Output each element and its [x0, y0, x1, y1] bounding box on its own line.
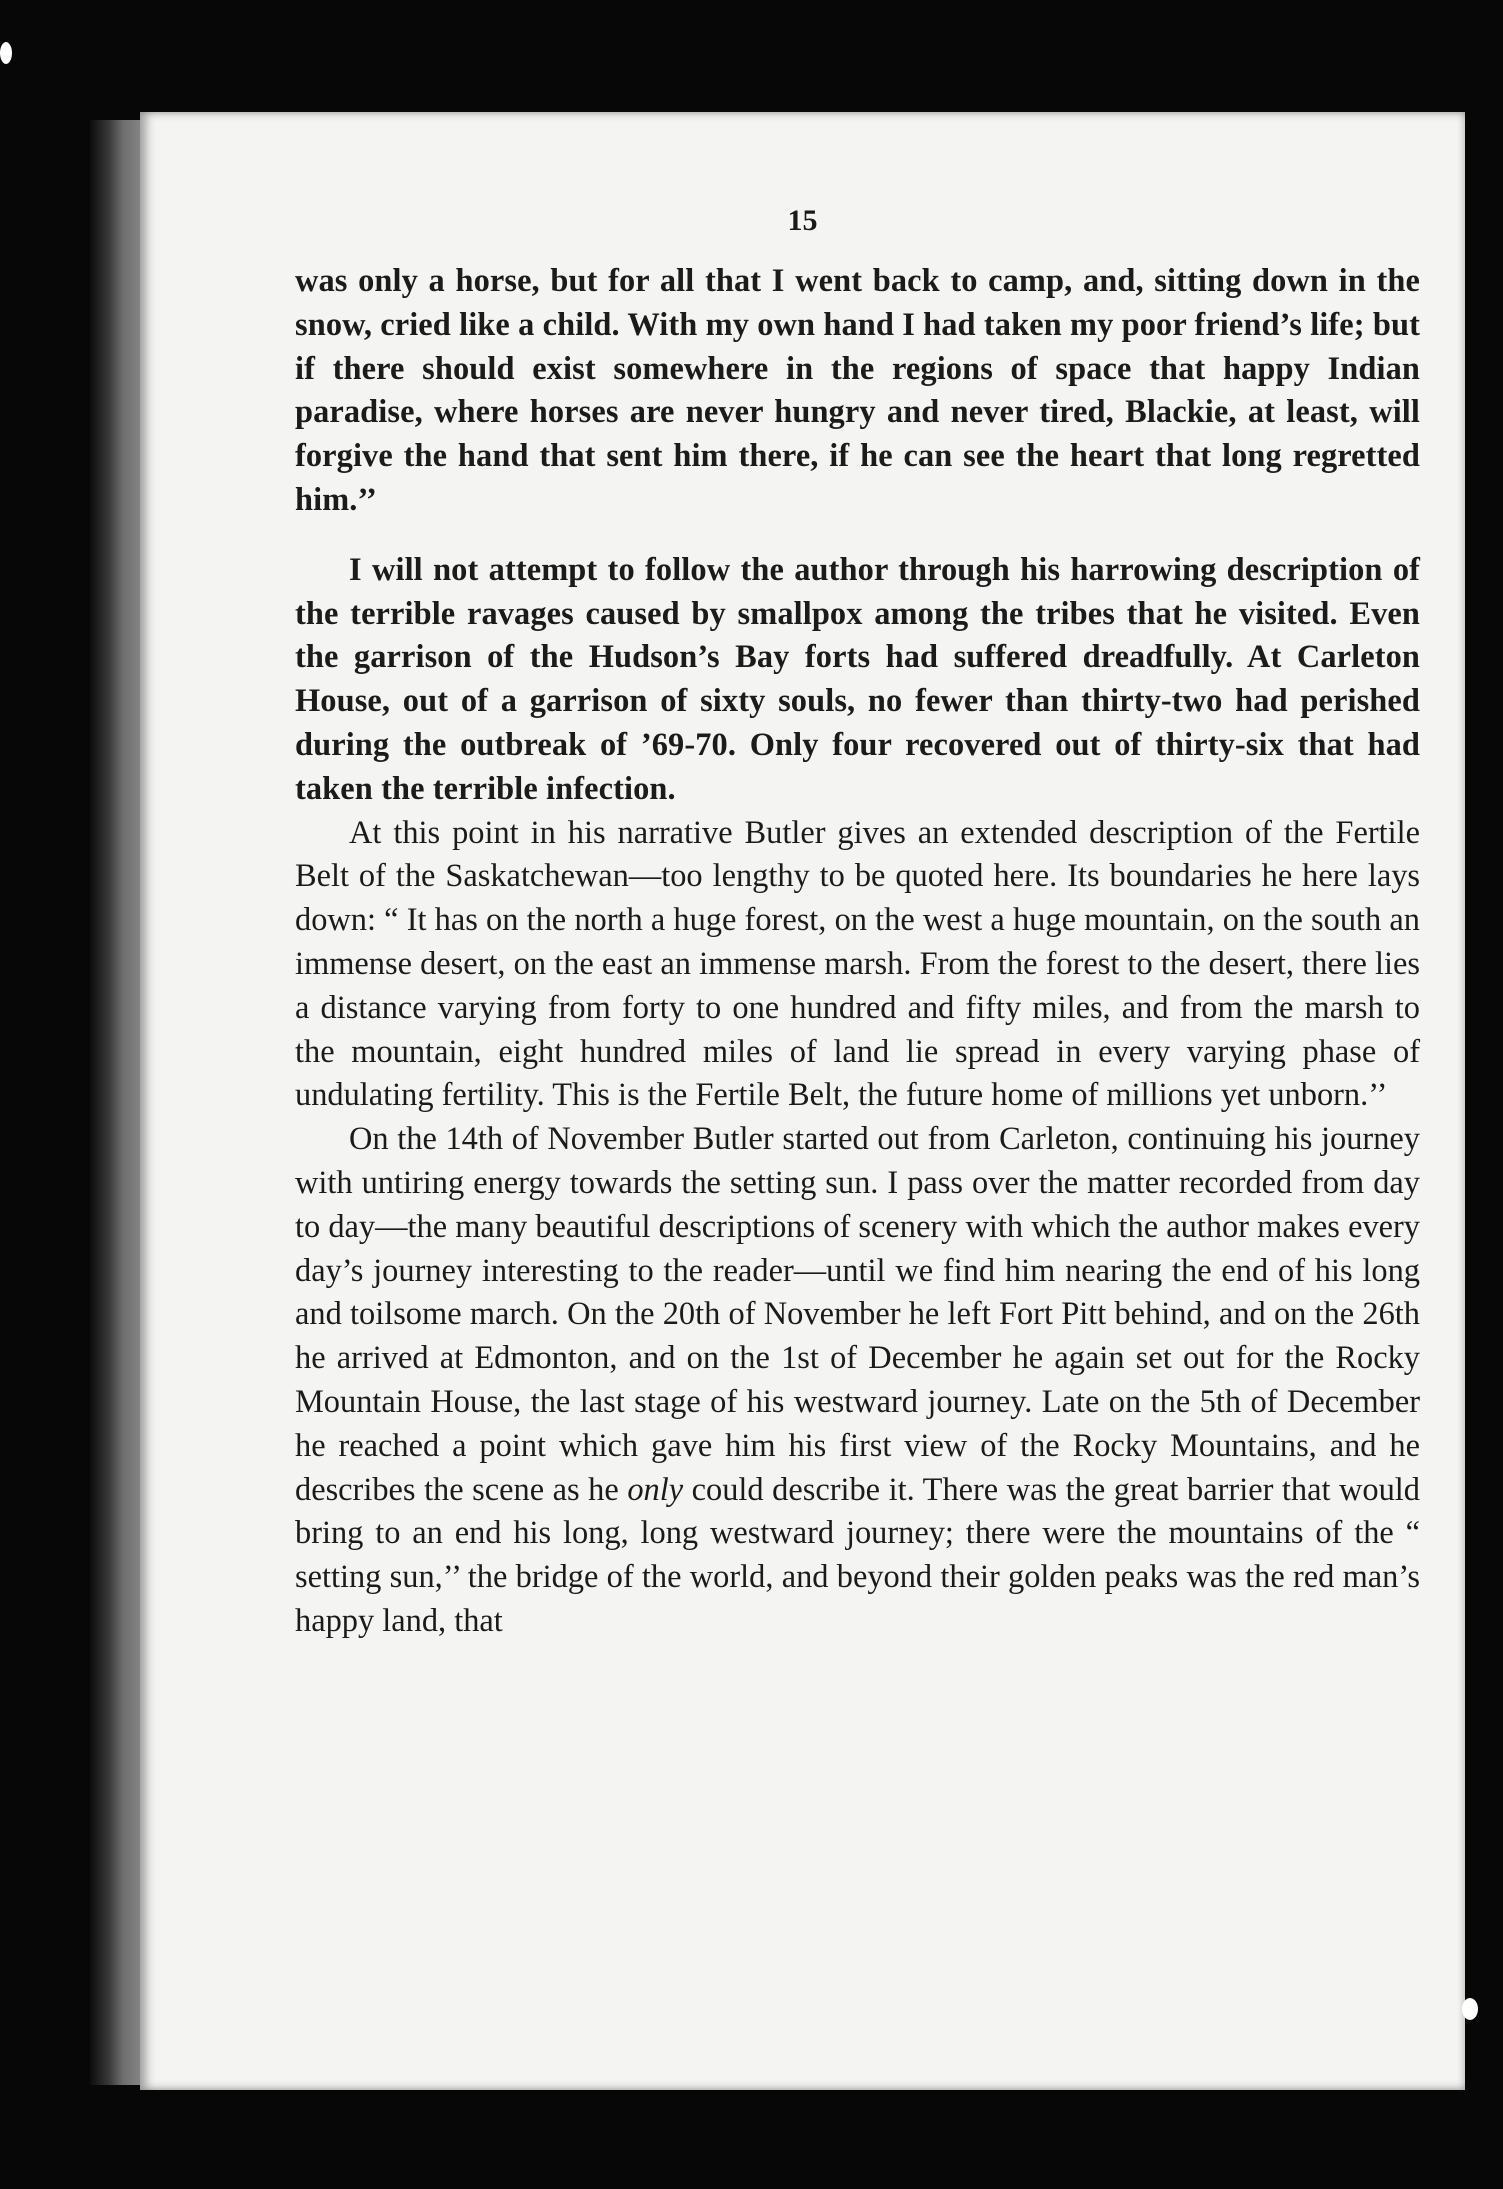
book-page [140, 112, 1465, 2090]
paragraph-2: I will not attempt to follow the author through his harrowing description of the terrible ravages caused by smallpox among the tribes that he visited. Even the garrison of the Hudson’s Bay forts had suffered dreadfully. At Carleton House, out of a garrison of sixty souls, no fewer than thirty-two had perished during the outbreak of ’69-70. Only four recovered out of thirty-six that had taken the terrible infection. [295, 551, 1420, 807]
paragraph-4 [295, 1118, 1420, 1644]
book-spine [90, 120, 145, 2085]
paragraph-4-emphasis: only [627, 1471, 684, 1508]
paragraph-1: was only a horse, but for all that I went back to camp, and, sitting down in the snow, cried like a child. With my own hand I had taken my poor friend’s life; but if there should exist somewhere in the regions of space that happy Indian paradise, where horses are never hungry and never tired, Blackie, at least, will forgive the hand that sent him there, if he can see the heart that long regretted him.’’ [295, 263, 1420, 518]
page-speck [1462, 1998, 1478, 2020]
paragraph-4-text: On the 14th of November Butler started out from Carleton, continuing his journey with untiring energy towards the setting sun. I pass over the matter recorded from day to day—the many beautiful descriptions of scenery with which the author makes every day’s journey interesting to the reader—until we find him nearing the end of his long and toilsome march. On the 20th of November he left Fort Pitt behind, and on the 26th he arrived at Edmonton, and on the 1st of December he again set out for the Rocky Mountain House, the last stage of his westward journey. Late on the 5th of December he reached a point which gave him his first view of the Rocky Mountains, and he describes the scene as he [295, 1121, 1420, 1508]
page-number: 15 [787, 204, 818, 237]
page-speck [0, 42, 12, 64]
page-body [295, 260, 1420, 1644]
paragraph-4-text-after: could describe it. There was the great barrier that would bring to an end his long, long westward journey; there were the mountains of the “ setting sun,’’ the bridge of the world, and beyond their golden peaks was the red man’s happy land, that [295, 1471, 1420, 1639]
paragraph-3: At this point in his narrative Butler gives an extended description of the Fertile Belt of the Saskatchewan—too lengthy to be quoted here. Its boundaries he here lays down: “ It has on the north a huge forest, on the west a huge mountain, on the south an immense desert, on the east an immense marsh. From the forest to the desert, there lies a distance varying from forty to one hundred and fifty miles, and from the marsh to the mountain, eight hundred miles of land lie spread in every varying phase of undulating fertility. This is the Fertile Belt, the future home of millions yet unborn.’’ [295, 814, 1420, 1114]
